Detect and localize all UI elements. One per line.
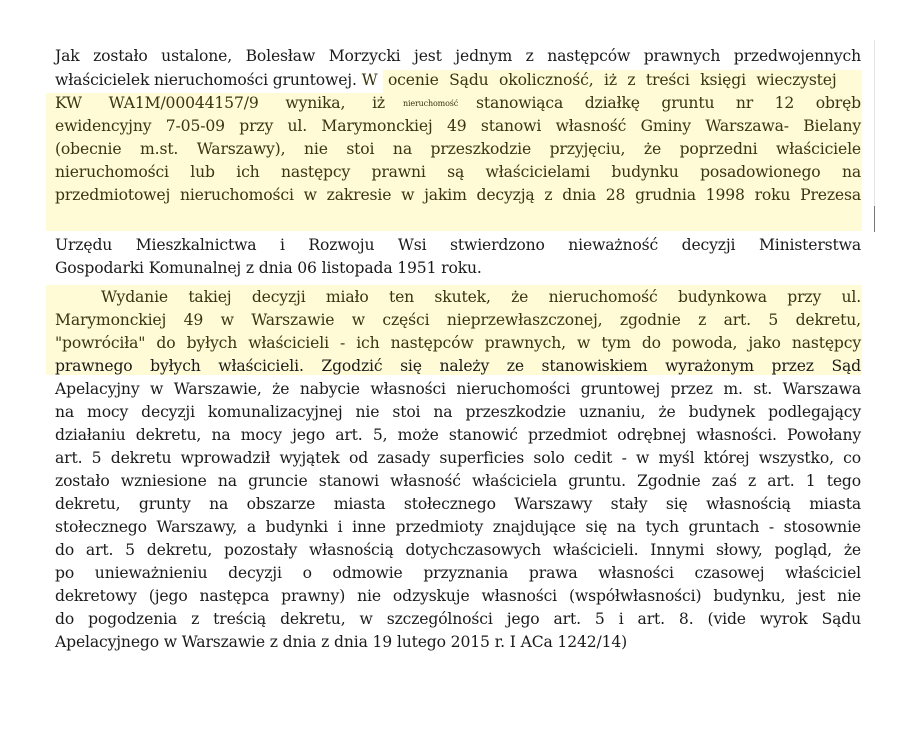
text-line: art. 5 dekretu wprowadził wyjątek od zasady superficies solo cedit - w myśl której wszystko, co (55, 449, 861, 467)
text-line: działaniu dekretu, na mocy jego art. 5, może stanowić przedmiot odrębnej własności. Powołany (55, 426, 861, 444)
text-line: ewidencyjny 7-05-09 przy ul. Marymonckiej 49 stanowi własność Gminy Warszawa- Bielany (55, 117, 861, 135)
text-line: (obecnie m.st. Warszawy), nie stoi na przeszkodzie przyjęciu, że poprzedni właściciele (55, 140, 861, 158)
text-line: Jak zostało ustalone, Bolesław Morzycki jest jednym z następców prawnych przedwojennych (55, 47, 861, 65)
text-line: Urzędu Mieszkalnictwa i Rozwoju Wsi stwierdzono nieważność decyzji Ministerstwa (55, 236, 861, 254)
text-segment: KW WA1M/00044157/9 wynika, iż (55, 94, 385, 112)
text-line: dekretu, grunty na obszarze miasta stołecznego Warszawy stały się własnością miasta (55, 495, 861, 513)
text-line: zostało wzniesione na gruncie stanowi własność właściciela gruntu. Zgodnie zaś z art. 1 tego (55, 472, 861, 490)
text-line: Marymonckiej 49 w Warszawie w części nieprzewłaszczonej, zgodnie z art. 5 dekretu, (55, 311, 861, 329)
text-line: stołecznego Warszawy, a budynki i inne przedmioty znajdujące się na tych gruntach - stosownie (55, 518, 861, 536)
small-inserted-word: nieruchomość (402, 99, 459, 108)
text-line: dekretowy (jego następca prawny) nie odzyskuje własności (współwłasności) budynku, jest nie (55, 587, 861, 605)
text-segment: właścicielek nieruchomości gruntowej. (55, 71, 357, 89)
text-line: "powróciła" do byłych właścicieli - ich następców prawnych, w tym do powoda, jako następcy (55, 334, 861, 352)
text-line: na mocy decyzji komunalizacyjnej nie stoi na przeszkodzie uznaniu, że budynek podlegający (55, 403, 861, 421)
text-line: Wydanie takiej decyzji miało ten skutek, że nieruchomość budynkowa przy ul. (101, 288, 861, 306)
text-line: Gospodarki Komunalnej z dnia 06 listopada 1951 roku. (55, 259, 482, 277)
text-line: prawnego byłych właścicieli. Zgodzić się należy ze stanowiskiem wyrażonym przez Sąd (55, 357, 861, 375)
text-line (55, 92, 861, 115)
text-line: Apelacyjny w Warszawie, że nabycie własności nieruchomości gruntowej przez m. st. Warszawa (55, 380, 861, 398)
highlighted-text: W ocenie Sądu okoliczność, iż z treści księgi wieczystej (361, 71, 837, 89)
text-line: do art. 5 dekretu, pozostały własnością dotychczasowych właścicieli. Innymi słowy, pogląd, że (55, 541, 861, 559)
text-cursor-marker (874, 206, 875, 232)
text-line: do pogodzenia z treścią dekretu, w szczególności jego art. 5 i art. 8. (vide wyrok Sądu (55, 610, 861, 628)
text-line: po unieważnieniu decyzji o odmowie przyznania prawa własności czasowej właściciel (55, 564, 861, 582)
text-line: przedmiotowej nieruchomości w zakresie w jakim decyzją z dnia 28 grudnia 1998 roku Prezesa (55, 186, 861, 204)
page-margin-line (874, 40, 875, 230)
text-line: Apelacyjnego w Warszawie z dnia z dnia 19 lutego 2015 r. I ACa 1242/14) (55, 633, 628, 651)
text-segment: stanowiąca działkę gruntu nr 12 obręb (476, 94, 861, 112)
text-line (55, 69, 861, 92)
text-line: nieruchomości lub ich następcy prawni są właścicielami budynku posadowionego na (55, 163, 861, 181)
